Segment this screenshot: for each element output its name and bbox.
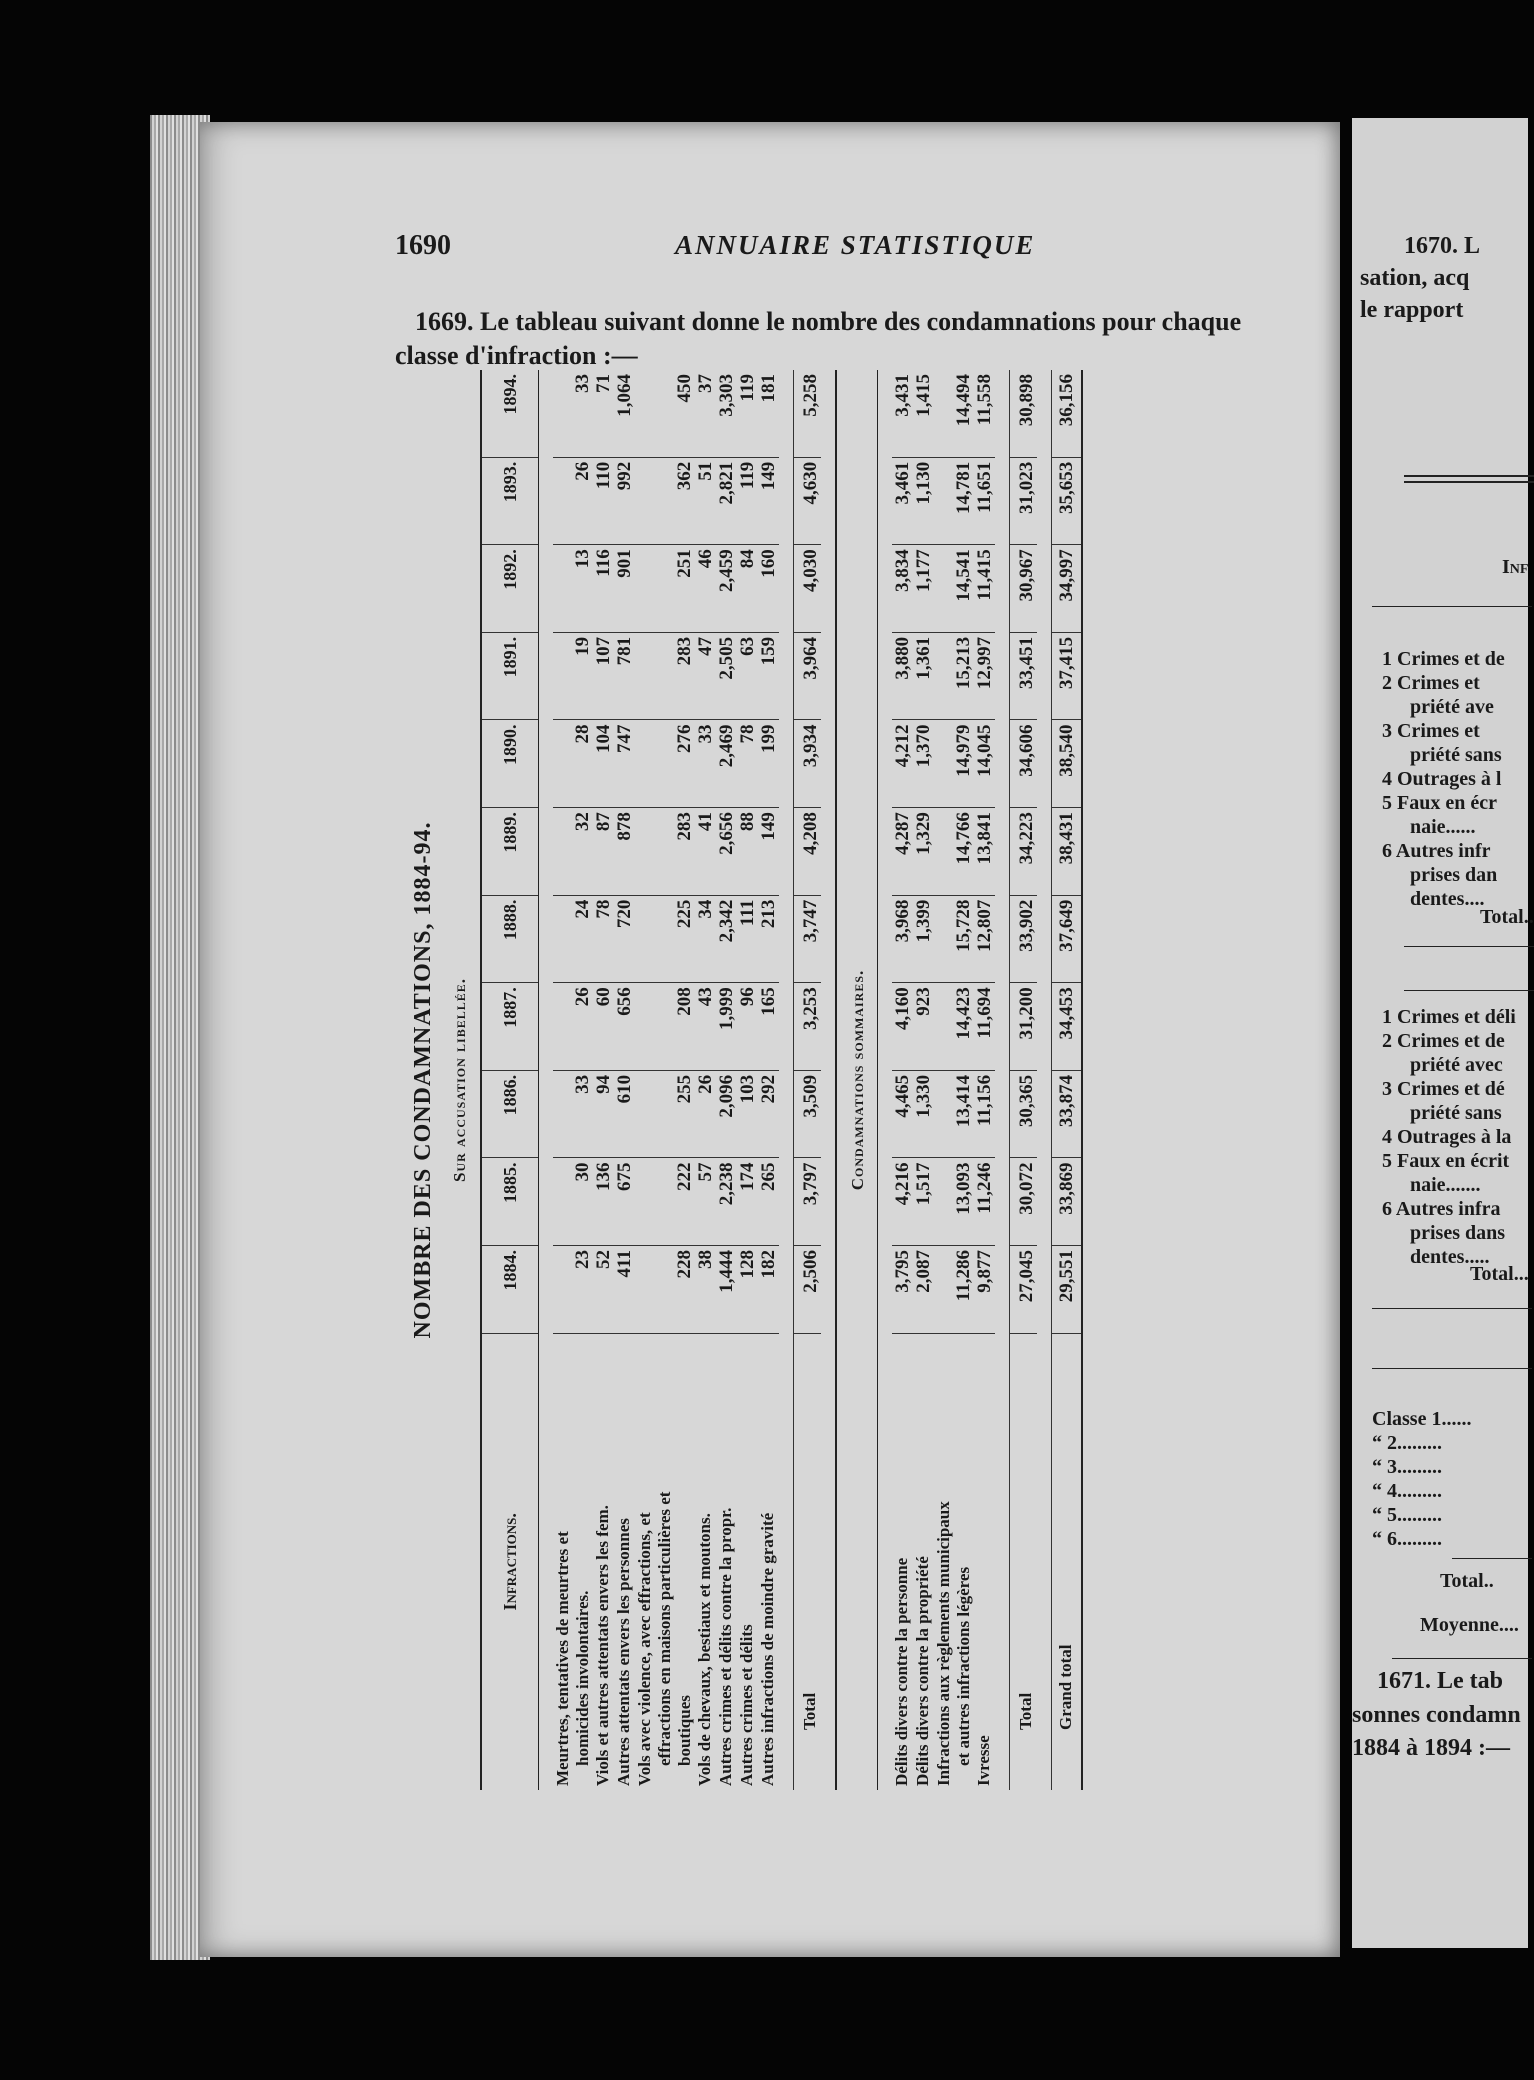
right-list-line: priété avec [1410,1054,1503,1076]
row-value: 13,414 [934,1070,974,1158]
running-head [395,230,1295,270]
row-value: 11,286 [934,1246,974,1334]
row-value: 992 [614,457,635,545]
row-label-line: Vols de chevaux, bestiaux et moutons. [695,1513,714,1786]
rotated-table [410,370,1210,1790]
table-row [593,370,614,1790]
right-list-line: “ 6......... [1372,1528,1442,1550]
right-list-line: naie...... [1410,816,1476,838]
right-rule [1452,1558,1532,1559]
row-value: 14,541 [934,545,974,633]
row-label-line: Vols avec violence, avec effractions, et [635,1512,654,1786]
right-line-1: 1670. L [1404,233,1481,259]
row-label-line: Autres crimes et délits contre la propr. [716,1507,735,1786]
year-header: 1887. [481,983,539,1071]
right-list-line: 6 Autres infr [1382,840,1491,862]
row-value: 3,964 [794,632,822,720]
row-value: 27,045 [1010,1246,1038,1334]
row-value: 3,253 [794,983,822,1071]
right-line-bottom-3: 1884 à 1894 :— [1352,1735,1510,1761]
table-row [737,370,758,1790]
row-value: 52 [593,1246,614,1334]
right-rule [1404,475,1534,477]
row-value: 1,517 [913,1158,934,1246]
table-subtitle: Sur accusation libellée. [450,977,469,1183]
right-list-line: “ 4......... [1372,1480,1442,1502]
row-value: 165 [758,983,779,1071]
row-value: 1,329 [913,808,934,896]
row-value: 33,874 [1052,1070,1083,1158]
row-label [1010,1333,1038,1790]
row-label [553,1333,593,1790]
row-value: 610 [614,1070,635,1158]
row-value: 160 [758,545,779,633]
row-value: 111 [737,895,758,983]
right-rule [1404,990,1534,991]
row-value: 3,797 [794,1158,822,1246]
row-label [716,1333,737,1790]
row-value: 94 [593,1070,614,1158]
row-value: 33 [695,720,716,808]
row-value: 11,558 [974,370,995,457]
row-value: 2,087 [913,1246,934,1334]
right-list-line: 4 Outrages à l [1382,768,1502,790]
row-value: 26 [553,983,593,1071]
row-value: 119 [737,457,758,545]
row-value: 12,997 [974,632,995,720]
year-header: 1885. [481,1158,539,1246]
row-value: 5,258 [794,370,822,457]
row-value: 47 [695,632,716,720]
row-value: 265 [758,1158,779,1246]
row-value: 28 [553,720,593,808]
row-value: 104 [593,720,614,808]
row-label [737,1333,758,1790]
row-value: 15,728 [934,895,974,983]
table-row [892,370,913,1790]
right-list-line: 2 Crimes et [1382,672,1480,694]
year-header: 1884. [481,1246,539,1334]
spacer-row [779,370,794,1790]
row-value: 3,747 [794,895,822,983]
row-value: 4,216 [892,1158,913,1246]
row-value: 222 [635,1158,695,1246]
row-value: 3,834 [892,545,913,633]
row-value: 31,200 [1010,983,1038,1071]
row-value: 14,423 [934,983,974,1071]
table-row [716,370,737,1790]
row-value: 2,342 [716,895,737,983]
row-value: 2,506 [794,1246,822,1334]
row-value: 35,653 [1052,457,1083,545]
right-rule [1372,1308,1532,1309]
row-label-line: homicides involontaires. [573,1590,592,1766]
row-value: 283 [635,632,695,720]
row-value: 228 [635,1246,695,1334]
table-title: NOMBRE DES CONDAMNATIONS, 1884-94. [410,821,436,1339]
row-value: 276 [635,720,695,808]
row-value: 1,370 [913,720,934,808]
row-value: 13,093 [934,1158,974,1246]
row-value: 14,494 [934,370,974,457]
right-list-line: “ 2......... [1372,1432,1442,1454]
convictions-table [480,370,1083,1790]
year-header: 1890. [481,720,539,808]
row-label [1052,1333,1083,1790]
row-value: 255 [635,1070,695,1158]
row-value: 9,877 [974,1246,995,1334]
row-label [934,1333,974,1790]
right-list-line: 5 Faux en écrit [1382,1150,1510,1172]
row-value: 33,869 [1052,1158,1083,1246]
row-label-line: Grand total [1056,1644,1075,1730]
row-label-line: Autres infractions de moindre gravité [758,1512,777,1786]
row-value: 15,213 [934,632,974,720]
row-value: 181 [758,370,779,457]
row-value: 213 [758,895,779,983]
row-label-line: Autres crimes et délits [737,1624,756,1786]
row-value: 14,045 [974,720,995,808]
row-value: 32 [553,808,593,896]
row-label-line: Infractions aux règlements municipaux [934,1501,953,1786]
row-value: 878 [614,808,635,896]
row-value: 23 [553,1246,593,1334]
row-label [758,1333,779,1790]
row-value: 2,096 [716,1070,737,1158]
row-value: 174 [737,1158,758,1246]
row-value: 901 [614,545,635,633]
row-label [614,1333,635,1790]
row-label-line: effractions en maisons particulières et [655,1491,674,1766]
year-header: 1893. [481,457,539,545]
row-value: 78 [593,895,614,983]
right-list-line: 2 Crimes et de [1382,1030,1505,1052]
section-title: Condamnations sommaires. [836,370,878,1790]
row-value: 30,365 [1010,1070,1038,1158]
row-label [635,1333,695,1790]
row-value: 13,841 [974,808,995,896]
total-row [794,370,822,1790]
row-value: 110 [593,457,614,545]
row-value: 3,934 [794,720,822,808]
row-value: 103 [737,1070,758,1158]
row-value: 11,694 [974,983,995,1071]
row-value: 84 [737,545,758,633]
row-value: 14,766 [934,808,974,896]
rotated-table-wrapper [410,370,1210,1790]
row-value: 149 [758,457,779,545]
spacer-row [539,370,554,1790]
row-value: 33,902 [1010,895,1038,983]
row-value: 675 [614,1158,635,1246]
right-list-line: 4 Outrages à la [1382,1126,1512,1148]
year-header: 1888. [481,895,539,983]
row-value: 4,208 [794,808,822,896]
row-value: 199 [758,720,779,808]
row-value: 3,461 [892,457,913,545]
row-value: 33 [553,1070,593,1158]
right-total-3: Total.. [1440,1570,1494,1592]
row-value: 225 [635,895,695,983]
row-value: 781 [614,632,635,720]
row-value: 747 [614,720,635,808]
right-list-line: 3 Crimes et dé [1382,1078,1505,1100]
page-number: 1690 [395,230,451,261]
row-value: 1,999 [716,983,737,1071]
row-value: 283 [635,808,695,896]
right-list-line: “ 5......... [1372,1504,1442,1526]
row-label [974,1333,995,1790]
right-list-line: 6 Autres infra [1382,1198,1501,1220]
right-rule [1372,1368,1532,1369]
right-line-bottom-1: 1671. Le tab [1377,1668,1503,1694]
row-value: 46 [695,545,716,633]
row-value: 4,630 [794,457,822,545]
table-row [758,370,779,1790]
right-list-line: dentes.... [1410,888,1485,910]
right-list-line: naie....... [1410,1174,1481,1196]
row-label-line: Autres attentats envers les personnes [614,1518,633,1786]
row-label [593,1333,614,1790]
row-value: 3,968 [892,895,913,983]
row-value: 4,287 [892,808,913,896]
row-value: 3,880 [892,632,913,720]
row-value: 4,160 [892,983,913,1071]
row-value: 38,540 [1052,720,1083,808]
row-value: 14,979 [934,720,974,808]
row-value: 24 [553,895,593,983]
row-value: 3,795 [892,1246,913,1334]
row-value: 159 [758,632,779,720]
row-value: 31,023 [1010,457,1038,545]
table-row [635,370,695,1790]
section-heading-row [836,370,878,1790]
table-row [974,370,995,1790]
right-list-line: 1 Crimes et de [1382,648,1505,670]
row-label-line: Délits divers contre la personne [892,1557,911,1786]
row-value: 30,967 [1010,545,1038,633]
spacer-row [821,370,836,1790]
right-total-2: Total... [1470,1263,1529,1285]
row-value: 923 [913,983,934,1071]
right-moyenne: Moyenne.... [1420,1614,1519,1636]
row-value: 11,246 [974,1158,995,1246]
row-value: 11,156 [974,1070,995,1158]
row-value: 182 [758,1246,779,1334]
row-value: 57 [695,1158,716,1246]
row-value: 1,130 [913,457,934,545]
right-line-bottom-2: sonnes condamn [1352,1702,1521,1728]
row-value: 116 [593,545,614,633]
row-label-line: Délits divers contre la propriété [913,1556,932,1786]
row-value: 63 [737,632,758,720]
row-value: 149 [758,808,779,896]
row-value: 2,505 [716,632,737,720]
row-value: 411 [614,1246,635,1334]
row-value: 33,451 [1010,632,1038,720]
row-value: 34,606 [1010,720,1038,808]
row-value: 51 [695,457,716,545]
row-value: 60 [593,983,614,1071]
spacer-row [878,370,893,1790]
year-header: 1894. [481,370,539,457]
row-value: 1,177 [913,545,934,633]
row-value: 1,415 [913,370,934,457]
row-value: 3,431 [892,370,913,457]
row-value: 11,651 [974,457,995,545]
row-value: 1,064 [614,370,635,457]
right-heading: Inf [1502,556,1529,578]
right-list-line: Classe 1...... [1372,1408,1472,1430]
row-value: 2,459 [716,545,737,633]
row-value: 11,415 [974,545,995,633]
row-value: 208 [635,983,695,1071]
row-label-line: Meurtres, tentatives de meurtres et [553,1531,572,1786]
row-value: 2,821 [716,457,737,545]
row-value: 29,551 [1052,1246,1083,1334]
row-value: 34,997 [1052,545,1083,633]
row-value: 78 [737,720,758,808]
row-label [913,1333,934,1790]
row-label-line: Viols et autres attentats envers les fem. [593,1505,612,1786]
spacer-row [995,370,1010,1790]
row-value: 119 [737,370,758,457]
row-value: 14,781 [934,457,974,545]
row-value: 34 [695,895,716,983]
right-line-3: le rapport [1360,297,1464,323]
right-list-line: 3 Crimes et [1382,720,1480,742]
year-header: 1891. [481,632,539,720]
row-value: 292 [758,1070,779,1158]
row-value: 33 [553,370,593,457]
row-label [892,1333,913,1790]
row-value: 36,156 [1052,370,1083,457]
running-title: ANNUAIRE STATISTIQUE [675,230,1036,260]
row-label-line: Ivresse [974,1735,993,1786]
row-value: 4,212 [892,720,913,808]
row-value: 1,399 [913,895,934,983]
row-value: 4,030 [794,545,822,633]
row-value: 251 [635,545,695,633]
row-label [794,1333,822,1790]
total-row [1010,370,1038,1790]
right-list-line: 5 Faux en écr [1382,792,1497,814]
row-value: 2,469 [716,720,737,808]
row-value: 2,238 [716,1158,737,1246]
row-label [695,1333,716,1790]
row-value: 30,898 [1010,370,1038,457]
row-value: 3,509 [794,1070,822,1158]
table-header-row [481,370,539,1790]
row-value: 87 [593,808,614,896]
row-label-line: Total [1016,1692,1035,1730]
row-value: 12,807 [974,895,995,983]
right-list-line: prises dans [1410,1222,1506,1244]
intro-paragraph [395,305,1295,373]
right-rule [1392,1658,1532,1659]
row-value: 26 [553,457,593,545]
row-value: 128 [737,1246,758,1334]
right-rule [1404,481,1534,483]
row-value: 34,453 [1052,983,1083,1071]
table-row [913,370,934,1790]
row-value: 136 [593,1158,614,1246]
intro-text: Le tableau suivant donne le nombre des condamnations pour chaque classe d'infraction :— [395,307,1242,370]
right-list-line: “ 3......... [1372,1456,1442,1478]
right-line-2: sation, acq [1360,265,1470,291]
table-row [934,370,974,1790]
row-value: 13 [553,545,593,633]
row-value: 26 [695,1070,716,1158]
right-list-line: prises dan [1410,864,1498,886]
grand-total-row [1052,370,1083,1790]
year-header: 1886. [481,1070,539,1158]
row-value: 1,330 [913,1070,934,1158]
row-value: 1,444 [716,1246,737,1334]
row-value: 362 [635,457,695,545]
row-value: 37 [695,370,716,457]
right-list-line: priété sans [1410,1102,1502,1124]
row-value: 38 [695,1246,716,1334]
row-value: 450 [635,370,695,457]
year-header: 1889. [481,808,539,896]
row-value: 37,649 [1052,895,1083,983]
row-value: 107 [593,632,614,720]
right-rule [1404,946,1534,947]
row-value: 37,415 [1052,632,1083,720]
right-list-line: dentes..... [1410,1246,1490,1268]
table-row [553,370,593,1790]
right-rule [1372,606,1532,607]
row-value: 19 [553,632,593,720]
row-value: 720 [614,895,635,983]
row-value: 41 [695,808,716,896]
row-value: 656 [614,983,635,1071]
row-label-line: et autres infractions légères [954,1566,973,1766]
row-value: 30,072 [1010,1158,1038,1246]
right-page [1352,118,1534,1948]
row-value: 1,361 [913,632,934,720]
row-value: 43 [695,983,716,1071]
right-list-line: 1 Crimes et déli [1382,1006,1516,1028]
table-row [614,370,635,1790]
table-row [695,370,716,1790]
right-total-1: Total.. [1480,906,1534,928]
right-list-line: priété ave [1410,696,1494,718]
row-value: 71 [593,370,614,457]
row-value: 4,465 [892,1070,913,1158]
row-value: 88 [737,808,758,896]
row-value: 34,223 [1010,808,1038,896]
infractions-header: Infractions. [481,1333,539,1790]
row-value: 30 [553,1158,593,1246]
paragraph-number: 1669. [415,307,474,336]
row-label-line: boutiques [675,1695,694,1766]
year-header: 1892. [481,545,539,633]
row-value: 96 [737,983,758,1071]
right-list-line: priété sans [1410,744,1502,766]
row-value: 2,656 [716,808,737,896]
spacer-row [1037,370,1052,1790]
row-value: 3,303 [716,370,737,457]
row-value: 38,431 [1052,808,1083,896]
row-label-line: Total [800,1692,819,1730]
